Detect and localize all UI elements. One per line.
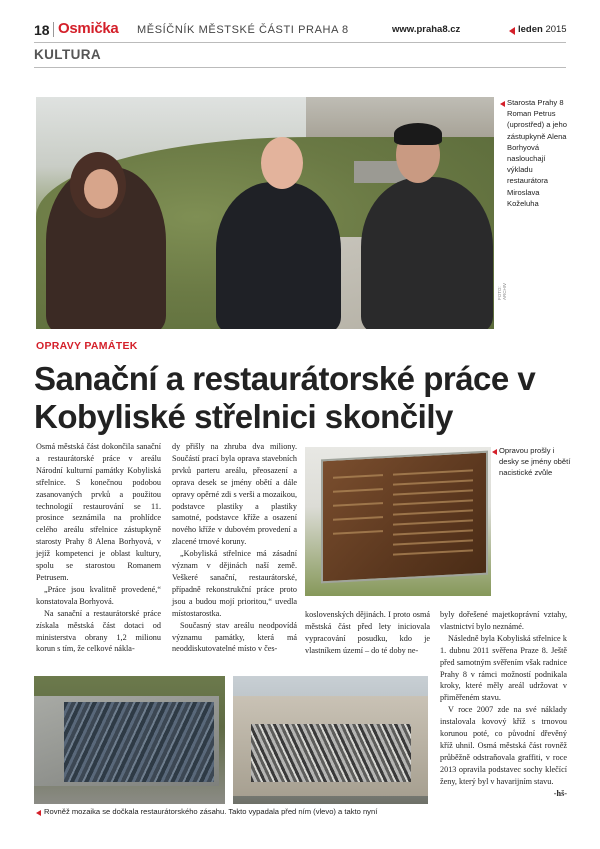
- article-column-2: [172, 441, 297, 655]
- caption-arrow-icon: [36, 810, 41, 816]
- article-kicker: OPRAVY PAMÁTEK: [36, 340, 138, 352]
- author-signature: -hš-: [553, 788, 567, 798]
- triangle-marker-icon: [509, 27, 515, 35]
- plaque-text-line: [393, 489, 473, 495]
- paragraph: Na sanační a restaurátorské práce získala městská část dotaci od ministerstva obrany 1,2 milionu korun s tím, že celkové nákla-: [36, 608, 161, 654]
- person-restorer-hair: [394, 123, 442, 145]
- plaque-text-line: [333, 516, 383, 521]
- paragraph: „Práce jsou kvalitně provedené,“ konstatovala Borhyová.: [36, 584, 161, 606]
- plaque-text-line: [393, 549, 473, 555]
- paragraph: Osmá městská část dokončila sanační a restaurátorské práce v areálu Národní kulturní památky Kobyliská střelnice. S konečnou podobou zasanovaných prvků a použitou technologií restaurování se 11. prosince seznámila na prohlídce celého areálu střelnice zástupkyně starosty Prahy 8 Alena Borhyová, v jejíž kompetenci je oblast kultury, spolu se starostou Romanem Petrusem.: [36, 442, 161, 582]
- photo1-caption: Starosta Prahy 8 Roman Petrus (uprostřed) a jeho zástupkyně Alena Borhyová naslouchají výkladu restaurátora Miroslava Koželuha: [507, 98, 567, 208]
- plaque-text-line: [393, 509, 473, 515]
- paragraph: Současný stav areálu neodpovídá významu památky, která má neoddiskutovatelné místo v čes-: [172, 620, 297, 654]
- mosaic: [251, 724, 411, 782]
- page-number: 18: [34, 22, 50, 38]
- article-headline: Sanační a restaurátorské práce v Kobyliské střelnici skončily: [34, 360, 536, 435]
- person-restorer: [361, 177, 493, 329]
- issue-date: [518, 24, 567, 35]
- plaque-text-line: [333, 502, 383, 507]
- section-rule: [34, 67, 566, 68]
- caption-arrow-icon: [492, 449, 497, 455]
- article-column-1: [36, 441, 161, 655]
- plaque-text-line: [333, 530, 383, 535]
- paragraph: Následně byla Kobyliská střelnice k 1. dubnu 2011 svěřena Praze 8. Ještě před samotným svěřením však radnice Prahy 8 v rámci možností podnikala kroky, které měly areál udržovat v přiměřeném stavu.: [440, 633, 567, 703]
- plaque-text-line: [333, 474, 383, 479]
- plaque-text-line: [393, 519, 473, 525]
- section-title: KULTURA: [34, 47, 102, 62]
- paragraph: „Kobyliská střelnice má zásadní význam v dějinách naší země. Veškeré sanační, restaurátorské, případně rekonstrukční práce proto jsou a budou mojí prioritou,“ uvedla místostarostka.: [172, 549, 297, 618]
- person-mayor: [216, 182, 341, 329]
- photo2-caption: Opravou prošly i desky se jmény obětí nacistické zvůle: [499, 446, 571, 478]
- paragraph: koslovenských dějinách. I proto osmá městská část před lety iniciovala vypracování posudku, kdo je vlastníkem území – do té doby ne-: [305, 610, 430, 655]
- issue-year: 2015: [545, 24, 567, 35]
- photo-memorial-plaques: [305, 447, 491, 596]
- mosaic: [64, 702, 214, 782]
- magazine-tagline: MĚSÍČNÍK MĚSTSKÉ ČÁSTI PRAHA 8: [137, 24, 349, 36]
- plaque-text-line: [393, 529, 473, 535]
- photo-officials-visit: [36, 97, 494, 329]
- article-column-3: [305, 609, 430, 657]
- issue-month: leden: [518, 24, 543, 35]
- bronze-plaque: [321, 451, 488, 584]
- header-rule: [34, 42, 566, 43]
- photo-credit: FOTO: ARCHIV: [497, 282, 507, 300]
- paragraph: V roce 2007 zde na své náklady instalovala kovový kříž s trnovou korunou poté, co původní dřevěný kříž uhnil. Osmá městská část rovněž průběžně odstraňovala graffiti, v roce 2013 opravila podstavec sochy klečící ženy, který byl v havarijním stavu.: [440, 705, 567, 786]
- photo-mosaic-before: [34, 676, 225, 804]
- plaque-text-line: [393, 539, 473, 545]
- magazine-logo: Osmička: [58, 20, 119, 37]
- paragraph: byly dořešené majetkoprávní vztahy, vlastnictví bylo neznámé.: [440, 610, 567, 631]
- plaque-text-line: [393, 469, 473, 475]
- article-column-4: [440, 609, 567, 800]
- plaque-text-line: [333, 488, 383, 493]
- caption-arrow-icon: [500, 101, 505, 107]
- photo3-caption: Rovněž mozaika se dočkala restaurátorského zásahu. Takto vypadala před ním (vlevo) a takto nyní: [44, 807, 378, 816]
- person-mayor-head: [261, 137, 303, 189]
- plaque-text-line: [393, 499, 473, 505]
- photo-mosaic-after: [233, 676, 428, 804]
- header-separator: [53, 22, 54, 37]
- plaque-text-line: [393, 479, 473, 485]
- website-url[interactable]: www.praha8.cz: [392, 24, 461, 35]
- person-woman-face: [84, 169, 118, 209]
- paragraph: dy přišly na zhruba dva miliony. Součástí prací byla oprava stavebních prvků parteru areálu, přeosazení a oprava desek se jmény obětí a dále opravy opěrné zdi s verši a mozaikou, podstavce plastiky a plastiky samotné, podstavce kříže a osazení nového kříže v dubovém provedení a zlacené trnové koruny.: [172, 442, 297, 547]
